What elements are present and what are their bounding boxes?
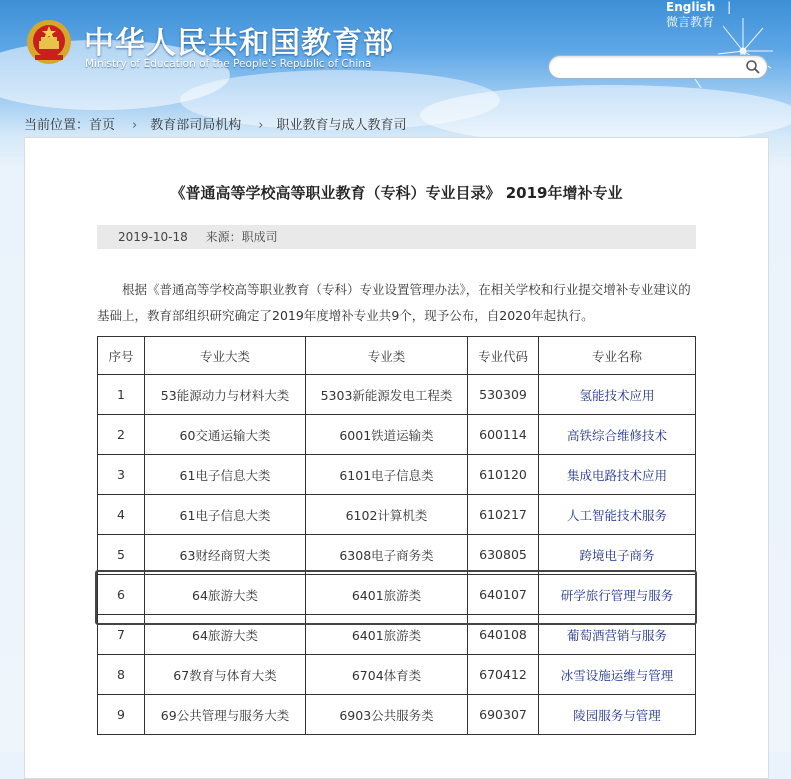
breadcrumb-prefix: 当前位置：: [24, 118, 90, 133]
major-class: 5303新能源发电工程类: [306, 375, 468, 415]
major-code: 690307: [468, 695, 539, 735]
major-name-link[interactable]: 冰雪设施运维与管理: [560, 667, 674, 683]
row-index: 4: [98, 495, 145, 535]
article-title: 《普通高等学校高等职业教育（专科）专业目录》 2019年增补专业: [170, 184, 623, 202]
major-name-cell: [539, 375, 696, 415]
major-class: 6704体育类: [306, 655, 468, 695]
major-code: 530309: [468, 375, 539, 415]
major-code: 640107: [468, 575, 539, 615]
breadcrumb-home[interactable]: 首页: [89, 118, 116, 133]
table-row: [98, 535, 696, 575]
major-class: 6308电子商务类: [306, 535, 468, 575]
site-subtitle-en: Ministry of Education of the People's Republic of China: [85, 58, 372, 70]
major-name-cell: [539, 695, 696, 735]
major-name-link[interactable]: 葡萄酒营销与服务: [566, 627, 667, 643]
search-input[interactable]: [559, 56, 743, 78]
article-source: 来源：职成司: [205, 230, 278, 244]
major-code: 630805: [468, 535, 539, 575]
header-cell: 专业名称: [539, 337, 696, 375]
table-row: [98, 455, 696, 495]
table-row: [98, 495, 696, 535]
major-name-cell: [539, 495, 696, 535]
row-index: 7: [98, 615, 145, 655]
major-category: 69公共管理与服务大类: [145, 695, 306, 735]
table-row: [98, 655, 696, 695]
major-class: 6101电子信息类: [306, 455, 468, 495]
language-links: [666, 0, 731, 30]
major-name-link[interactable]: 陵园服务与管理: [573, 707, 661, 723]
major-class: 6401旅游类: [306, 615, 468, 655]
search-icon[interactable]: [745, 59, 761, 75]
table-header-row: [98, 337, 696, 375]
header-cell: 序号: [98, 337, 145, 375]
major-class: 6102计算机类: [306, 495, 468, 535]
major-category: 53能源动力与材料大类: [145, 375, 306, 415]
search-box[interactable]: [548, 55, 768, 79]
header-cell: 专业大类: [145, 337, 306, 375]
major-name-cell: [539, 615, 696, 655]
major-name-link[interactable]: 高铁综合维修技术: [566, 427, 667, 443]
article-paragraph: 根据《普通高等学校高等职业教育（专科）专业设置管理办法》，在相关学校和行业提交增补专业建议的基础上，教育部组织研究确定了2019年度增补专业共9个，现予公布，自2020年起执行。: [97, 282, 691, 323]
major-code: 600114: [468, 415, 539, 455]
row-index: 3: [98, 455, 145, 495]
breadcrumb-arrow-icon: ›: [132, 118, 138, 133]
major-name-link[interactable]: 研学旅行管理与服务: [560, 587, 674, 603]
major-code: 670412: [468, 655, 539, 695]
major-category: 67教育与体育大类: [145, 655, 306, 695]
breadcrumb-vocational-dept[interactable]: 职业教育与成人教育司: [276, 118, 407, 133]
english-link[interactable]: English: [666, 0, 716, 14]
header-cell: 专业类: [306, 337, 468, 375]
lang-separator: |: [727, 0, 732, 14]
major-code: 640108: [468, 615, 539, 655]
major-name-cell: [539, 655, 696, 695]
major-name-cell: [539, 575, 696, 615]
major-category: 63财经商贸大类: [145, 535, 306, 575]
row-index: 9: [98, 695, 145, 735]
row-index: 2: [98, 415, 145, 455]
row-index: 6: [98, 575, 145, 615]
table-row: [98, 695, 696, 735]
major-name-link[interactable]: 人工智能技术服务: [566, 507, 667, 523]
major-code: 610120: [468, 455, 539, 495]
major-name-cell: [539, 455, 696, 495]
major-name-cell: [539, 415, 696, 455]
table-row: [98, 615, 696, 655]
major-category: 61电子信息大类: [145, 495, 306, 535]
weibo-link[interactable]: 微言教育: [666, 15, 715, 29]
major-category: 61电子信息大类: [145, 455, 306, 495]
major-category: 64旅游大类: [145, 615, 306, 655]
breadcrumb: [24, 114, 406, 133]
header-cell: 专业代码: [468, 337, 539, 375]
row-index: 5: [98, 535, 145, 575]
article-date: 2019-10-18: [118, 230, 188, 244]
breadcrumb-departments[interactable]: 教育部司局机构: [150, 118, 242, 133]
major-class: 6401旅游类: [306, 575, 468, 615]
row-index: 8: [98, 655, 145, 695]
major-name-link[interactable]: 跨境电子商务: [579, 547, 655, 563]
major-name-link[interactable]: 氢能技术应用: [579, 387, 655, 403]
major-code: 610217: [468, 495, 539, 535]
major-name-cell: [539, 535, 696, 575]
article-meta: [97, 225, 696, 249]
majors-table: [97, 336, 696, 735]
table-row: [98, 375, 696, 415]
row-index: 1: [98, 375, 145, 415]
major-class: 6903公共服务类: [306, 695, 468, 735]
major-category: 60交通运输大类: [145, 415, 306, 455]
article-panel: [24, 137, 769, 779]
major-name-link[interactable]: 集成电路技术应用: [566, 467, 667, 483]
table-row: [98, 575, 696, 615]
site-title[interactable]: 中华人民共和国教育部: [84, 26, 394, 61]
major-category: 64旅游大类: [145, 575, 306, 615]
table-row: [98, 415, 696, 455]
national-emblem-icon: [26, 19, 72, 65]
breadcrumb-arrow-icon: ›: [258, 118, 264, 133]
major-class: 6001铁道运输类: [306, 415, 468, 455]
